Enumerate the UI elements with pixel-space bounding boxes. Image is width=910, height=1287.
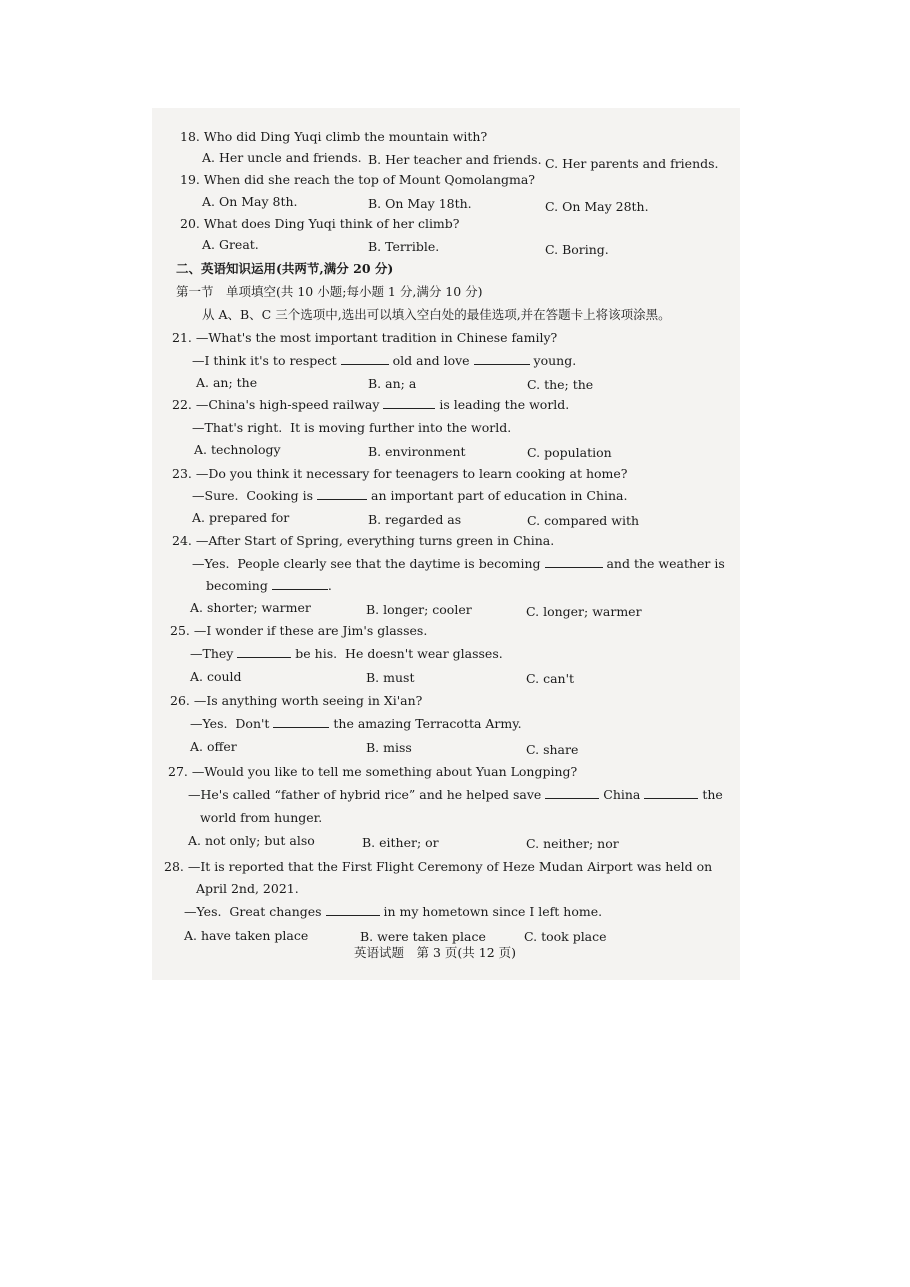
q25-line2 <box>190 646 503 662</box>
q26-text-a: —Yes. Don't <box>190 716 274 731</box>
q21-option-b: B. an; a <box>368 376 417 391</box>
question-19: 19. When did she reach the top of Mount Qomolangma? <box>180 172 536 187</box>
q22-blank <box>383 397 435 409</box>
q24-text-a: —Yes. People clearly see that the daytime is becoming <box>192 556 545 571</box>
q27-line3: world from hunger. <box>200 810 323 825</box>
q23-text-a: —Sure. Cooking is <box>192 488 318 503</box>
q26-text-b: the amazing Terracotta Army. <box>329 716 522 731</box>
q18-option-c: C. Her parents and friends. <box>545 156 719 171</box>
q19-option-c: C. On May 28th. <box>545 199 649 214</box>
q24-option-a: A. shorter; warmer <box>190 600 311 615</box>
q28-option-a: A. have taken place <box>184 928 309 943</box>
part2-heading: 二、英语知识运用(共两节,满分 20 分) <box>176 261 394 276</box>
q25-option-b: B. must <box>366 670 415 685</box>
q25-option-a: A. could <box>190 669 242 684</box>
q26-blank <box>273 716 329 728</box>
q28-line2 <box>184 904 602 920</box>
q22-text-a: 22. —China's high-speed railway <box>172 397 384 412</box>
q25-text-b: be his. He doesn't wear glasses. <box>291 646 503 661</box>
q26-option-b: B. miss <box>366 740 412 755</box>
q26-option-a: A. offer <box>190 739 237 754</box>
q26-line2 <box>190 716 522 732</box>
q28-stem: 28. —It is reported that the First Flight Ceremony of Heze Mudan Airport was held on <box>164 859 713 874</box>
q21-text-a: —I think it's to respect <box>192 353 341 368</box>
q22-text-b: is leading the world. <box>435 397 570 412</box>
q18-option-a: A. Her uncle and friends. <box>202 150 362 165</box>
q23-stem: 23. —Do you think it necessary for teenagers to learn cooking at home? <box>172 466 628 481</box>
q21-blank-1 <box>341 353 389 365</box>
q21-option-c: C. the; the <box>527 377 594 392</box>
q25-option-c: C. can't <box>526 671 575 686</box>
q24-option-c: C. longer; warmer <box>526 604 642 619</box>
q20-option-c: C. Boring. <box>545 242 609 257</box>
q28-option-b: B. were taken place <box>360 929 486 944</box>
q27-blank-2 <box>644 787 698 799</box>
section1-heading: 第一节 单项填空(共 10 小题;每小题 1 分,满分 10 分) <box>176 284 483 299</box>
q27-text-b: China <box>599 787 645 802</box>
q20-option-b: B. Terrible. <box>368 239 440 254</box>
q27-blank-1 <box>545 787 599 799</box>
q25-blank <box>237 646 291 658</box>
q27-option-a: A. not only; but also <box>188 833 315 848</box>
q21-text-b: old and love <box>388 353 474 368</box>
q23-option-a: A. prepared for <box>192 510 290 525</box>
q27-option-c: C. neither; nor <box>526 836 619 851</box>
q22-option-a: A. technology <box>194 442 281 457</box>
q21-option-a: A. an; the <box>196 375 258 390</box>
q28-text-a: —Yes. Great changes <box>184 904 326 919</box>
q24-stem: 24. —After Start of Spring, everything turns green in China. <box>172 533 555 548</box>
q28-text-b: in my hometown since I left home. <box>379 904 603 919</box>
q25-stem: 25. —I wonder if these are Jim's glasses. <box>170 623 428 638</box>
q23-option-c: C. compared with <box>527 513 640 528</box>
q21-line2 <box>192 353 576 369</box>
q24-text-d: . <box>327 578 332 593</box>
q18-option-b: B. Her teacher and friends. <box>368 152 542 167</box>
question-18: 18. Who did Ding Yuqi climb the mountain with? <box>180 129 488 144</box>
q24-option-b: B. longer; cooler <box>366 602 472 617</box>
q24-blank-2 <box>272 578 328 590</box>
q22-option-c: C. population <box>527 445 612 460</box>
q22-line2: —That's right. It is moving further into the world. <box>192 420 512 435</box>
q22-option-b: B. environment <box>368 444 466 459</box>
q24-text-b: and the weather is <box>602 556 725 571</box>
q23-option-b: B. regarded as <box>368 512 462 527</box>
q19-option-a: A. On May 8th. <box>202 194 298 209</box>
q24-line2 <box>192 556 725 572</box>
q27-text-a: —He's called “father of hybrid rice” and he helped save <box>188 787 546 802</box>
q28-option-c: C. took place <box>524 929 607 944</box>
q24-line3 <box>206 578 332 594</box>
question-20: 20. What does Ding Yuqi think of her climb? <box>180 216 460 231</box>
q27-line2 <box>188 787 723 803</box>
q25-text-a: —They <box>190 646 238 661</box>
q27-text-c: the <box>698 787 723 802</box>
q19-option-b: B. On May 18th. <box>368 196 472 211</box>
q28-blank <box>326 904 380 916</box>
q21-stem: 21. —What's the most important tradition in Chinese family? <box>172 330 558 345</box>
q24-text-c: becoming <box>206 578 272 593</box>
q23-text-b: an important part of education in China. <box>367 488 628 503</box>
q26-option-c: C. share <box>526 742 579 757</box>
q27-option-b: B. either; or <box>362 835 439 850</box>
page-footer: 英语试题 第 3 页(共 12 页) <box>354 945 517 960</box>
q28-stem-cont: April 2nd, 2021. <box>196 881 299 896</box>
q21-text-c: young. <box>529 353 577 368</box>
q23-line2 <box>192 488 627 504</box>
q23-blank <box>317 488 367 500</box>
q27-stem: 27. —Would you like to tell me something about Yuan Longping? <box>168 764 578 779</box>
q20-option-a: A. Great. <box>202 237 259 252</box>
q24-blank-1 <box>545 556 603 568</box>
q22-stem <box>172 397 569 413</box>
section1-instruction: 从 A、B、C 三个选项中,选出可以填入空白处的最佳选项,并在答题卡上将该项涂黑。 <box>202 307 671 322</box>
q26-stem: 26. —Is anything worth seeing in Xi'an? <box>170 693 423 708</box>
q21-blank-2 <box>474 353 530 365</box>
